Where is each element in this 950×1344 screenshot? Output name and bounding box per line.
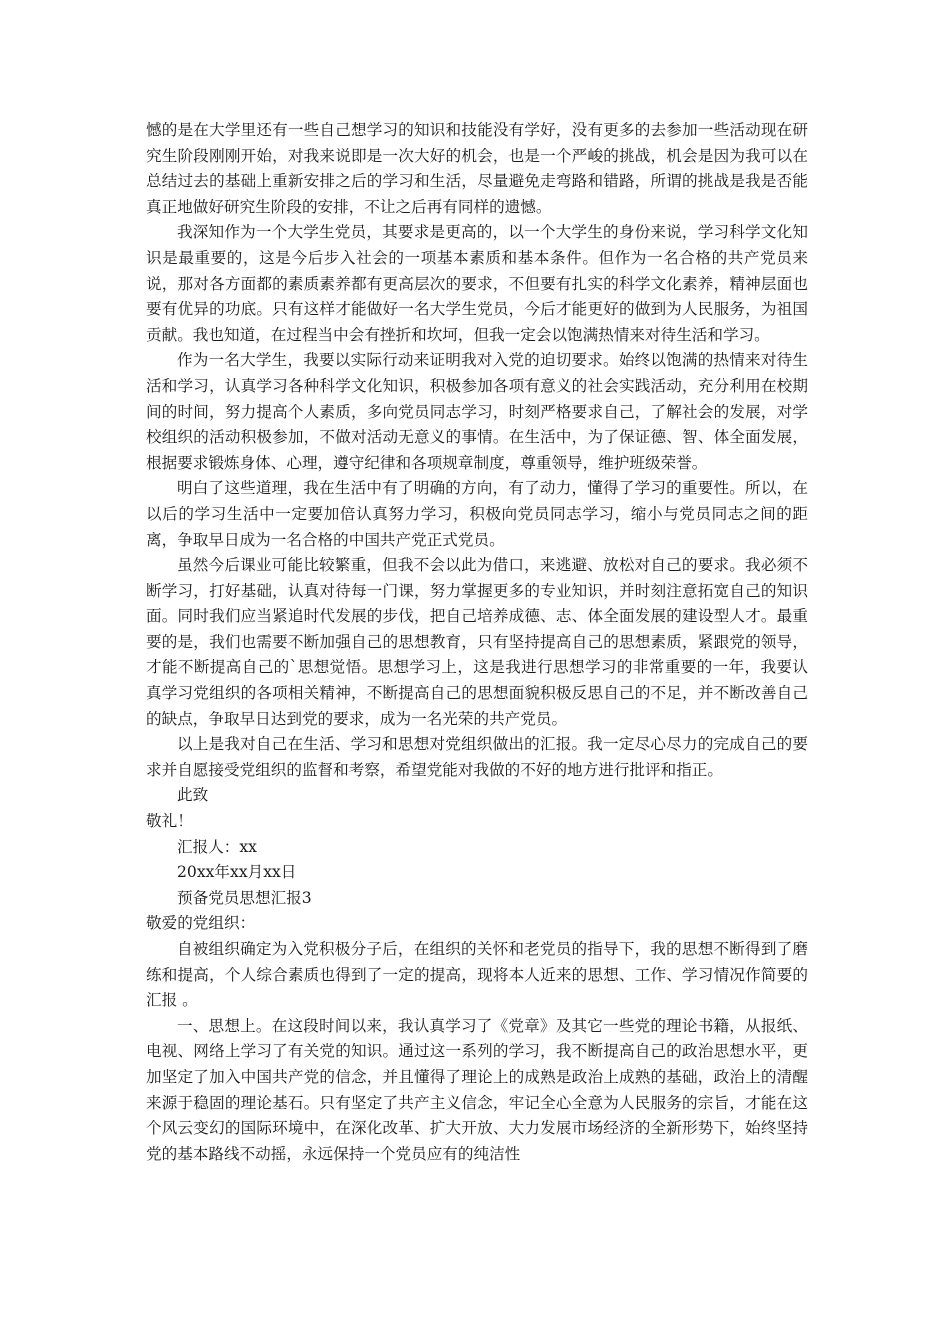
- closing-salutation: 此致: [177, 786, 209, 805]
- report-date: 20xx年xx月xx日: [177, 863, 297, 882]
- paragraph-student-member: 我深知作为一个大学生党员，其要求是更高的，以一个大学生的身份来说，学习科学文化知识是最重要的，这是今后步入社会的一项基本素质和基本条件。但作为一名合格的共产党员来说，那对各方面都的素质素养都有更高层次的要求，不但要有扎实的科学文化素养，精神层面也要有优异的功底。只有这样才能做好一名大学生党员，今后才能更好的做到为人民服务，为祖国贡献。我也知道，在过程当中会有挫折和坎坷，但我一定会以饱满热情来对待生活和学习。: [146, 223, 808, 344]
- reporter-signature: 汇报人：xx: [177, 837, 257, 856]
- closing-regards: 敬礼！: [146, 812, 193, 831]
- paragraph-study-plan: 虽然今后课业可能比较繁重，但我不会以此为借口，来逃避、放松对自己的要求。我必须不断学习，打好基础，认真对待每一门课，努力掌握更多的专业知识，并时刻注意拓宽自己的知识面。同时我们应当紧追时代发展的步伐，把自己培养成德、志、体全面发展的建设型人才。最重要的是，我们也需要不断加强自己的思想教育，只有坚持提高自己的思想素质，紧跟党的领导，才能不断提高自己的`思想觉悟。思想学习上，这是我进行思想学习的非常重要的一年，我要认真学习党组织的各项相关精神，不断提高自己的思想面貌积极反思自己的不足，并不断改善自己的缺点，争取早日达到党的要求，成为一名光荣的共产党员。: [146, 556, 808, 728]
- greeting: 敬爱的党组织：: [146, 914, 256, 933]
- document-page: [146, 118, 808, 1167]
- section-title: 预备党员思想汇报3: [177, 888, 312, 907]
- paragraph-conclusion: 以上是我对自己在生活、学习和思想对党组织做出的汇报。我一定尽心尽力的完成自己的要求并自愿接受党组织的监督和考察，希望党能对我做的不好的地方进行批评和指正。: [146, 735, 808, 779]
- paragraph-thought: 一、思想上。在这段时间以来，我认真学习了《党章》及其它一些党的理论书籍，从报纸、电视、网络上学习了有关党的知识。通过这一系列的学习，我不断提高自己的政治思想水平，更加坚定了加入中国共产党的信念，并且懂得了理论上的成熟是政治上成熟的基础，政治上的清醒来源于稳固的理论基石。只有坚定了共产主义信念，牢记全心全意为人民服务的宗旨，才能在这个风云变幻的国际环境中，在深化改革、扩大开放、大力发展市场经济的全新形势下，始终坚持党的基本路线不动摇，永远保持一个党员应有的纯洁性: [146, 1016, 808, 1163]
- paragraph-continuation: 憾的是在大学里还有一些自己想学习的知识和技能没有学好，没有更多的去参加一些活动现在研究生阶段刚刚开始，对我来说即是一次大好的机会，也是一个严峻的挑战，机会是因为我可以在总结过去的基础上重新安排之后的学习和生活，尽量避免走弯路和错路，所谓的挑战是我是否能真正地做好研究生阶段的安排，不让之后再有同样的遗憾。: [146, 121, 808, 216]
- paragraph-understanding: 明白了这些道理，我在生活中有了明确的方向，有了动力，懂得了学习的重要性。所以，在以后的学习生活中一定要加倍认真努力学习，积极向党员同志学习，缩小与党员同志之间的距离，争取早日成为一名合格的中国共产党正式党员。: [146, 479, 808, 549]
- paragraph-introduction: 自被组织确定为入党积极分子后，在组织的关怀和老党员的指导下，我的思想不断得到了磨练和提高，个人综合素质也得到了一定的提高，现将本人近来的思想、工作、学习情况作简要的汇报 。: [146, 940, 808, 1010]
- paragraph-actions: 作为一名大学生，我要以实际行动来证明我对入党的迫切要求。始终以饱满的热情来对待生活和学习，认真学习各种科学文化知识，积极参加各项有意义的社会实践活动，充分利用在校期间的时间，努力提高个人素质，多向党员同志学习，时刻严格要求自己，了解社会的发展，对学校组织的活动积极参加，不做对活动无意义的事情。在生活中，为了保证德、智、体全面发展，根据要求锻炼身体、心理，遵守纪律和各项规章制度，尊重领导，维护班级荣誉。: [146, 351, 808, 472]
